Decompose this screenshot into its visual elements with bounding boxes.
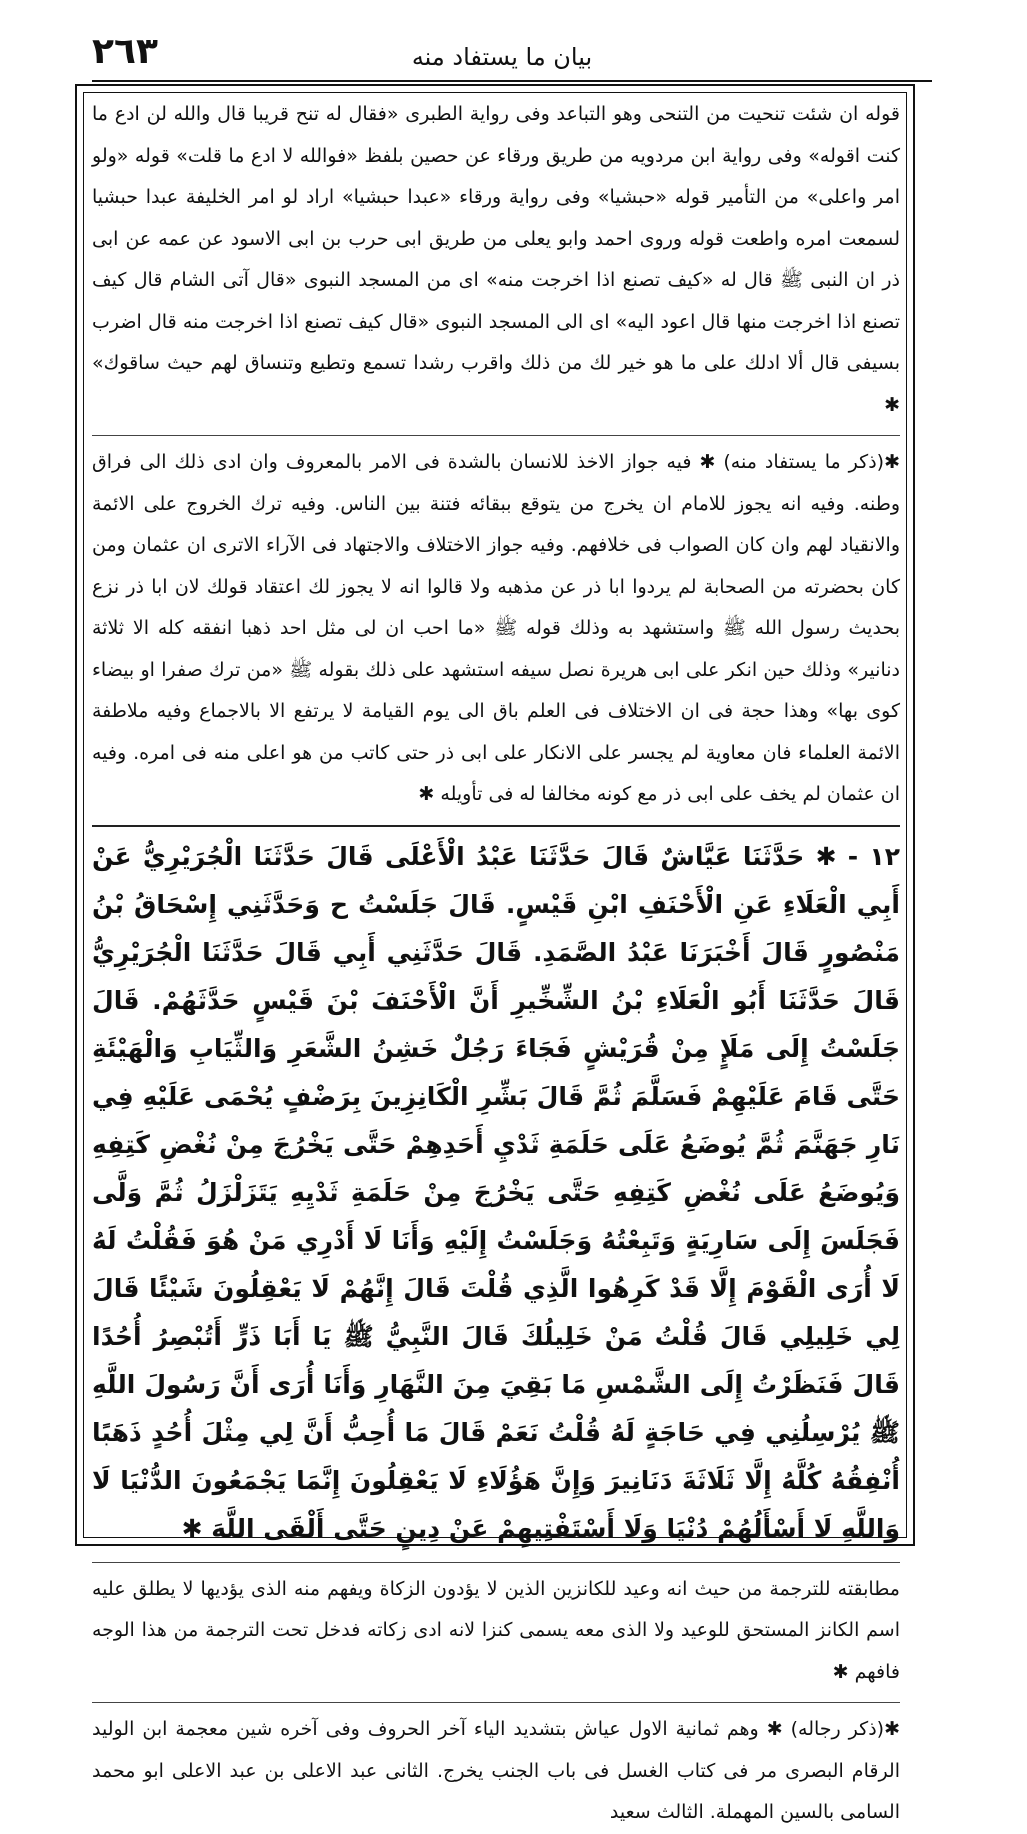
hadith-divider: [92, 825, 900, 827]
narrators-divider: [92, 1702, 900, 1703]
relevance-section: مطابقته للترجمة من حيث انه وعيد للكانزين الذين لا يؤدون الزكاة ويفهم منه الذى يؤديها لا يطلق عليه اسم الكانز المستحق للوعيد ولا الذى معه يسمى كنزا لانه ادى زكاته فدخل تحت الترجمة من هذا الوجه فافهم ✱: [92, 1577, 900, 1683]
page-content: [92, 94, 900, 1834]
upper-commentary: قوله ان شئت تنحيت من التنحى وهو التباعد وفى رواية الطبرى «فقال له تنح قريبا قال والله لن ادع ما كنت اقوله» وفى رواية ابن مردويه من طريق ورقاء عن حصين بلفظ «فوالله لا ادع ما قلت» قوله «ولو امر واعلى» من التأمير قوله «حبشيا» وفى رواية ورقاء «عبدا حبشيا» اراد لو امر الخليفة عبدا حبشيا لسمعت امره واطعت قوله وروى احمد وابو يعلى من طريق ابى حرب بن ابى الاسود عن عمه عن ابى ذر ان النبى ﷺ قال له «كيف تصنع اذا اخرجت منه» اى من المسجد النبوى «قال آتى الشام قال كيف تصنع اذا اخرجت منها قال اعود اليه» اى الى المسجد النبوى «قال كيف تصنع اذا اخرجت منه قال اضرب بسيفى قال ألا ادلك على ما هو خير لك من ذلك واقرب رشدا تسمع وتطيع وتنساق لهم حيث ساقوك» ✱: [92, 103, 900, 416]
page-number: ٢٦٣: [92, 31, 158, 72]
benefits-section: ✱(ذكر ما يستفاد منه) ✱ فيه جواز الاخذ للانسان بالشدة فى الامر بالمعروف وان ادى ذلك الى فراق وطنه. وفيه انه يجوز للامام ان يخرج من يتوقع ببقائه فتنة بين الناس. وفيه ترك الخروج على الائمة والانقياد لهم وان كان الصواب فى خلافهم. وفيه جواز الاختلاف والاجتهاد فى الآراء الاترى ان عثمان ومن كان بحضرته من الصحابة لم يردوا ابا ذر عن مذهبه ولا قالوا انه لا يجوز لك اعتقاد قولك لان ابا ذر نزع بحديث رسول الله ﷺ واستشهد به وذلك قوله ﷺ «ما احب ان لى مثل احد ذهبا انفقه كله الا ثلاثة دنانير» وذلك حين انكر على ابى هريرة نصل سيفه استشهد على ذلك بقوله ﷺ «من ترك صفرا او بيضاء كوى بها» وهذا حجة فى ان الاختلاف فى العلم باق الى يوم القيامة لا يرتفع الا بالاجماع وفيه ملاطفة الائمة العلماء فان معاوية لم يجسر على الانكار على ابى ذر حتى كاتب من هو اعلى منه فى امره. وفيه ان عثمان لم يخف على ابى ذر مع كونه مخالفا له فى تأويله ✱: [92, 451, 900, 805]
header-rule: [92, 80, 932, 82]
section-divider: [92, 435, 900, 436]
narrators-section: ✱(ذكر رجاله) ✱ وهم ثمانية الاول عياش بتشديد الياء آخر الحروف وفى آخره شين معجمة ابن الوليد الرقام البصرى مر فى كتاب الغسل فى باب الجنب يخرج. الثانى عبد الاعلى بن عبد الاعلى ابو محمد السامى بالسين المهملة. الثالث سعيد: [92, 1718, 900, 1823]
hadith-text: ١٢ - ✱ حَدَّثَنَا عَيَّاشٌ قَالَ حَدَّثَنَا عَبْدُ الْأَعْلَى قَالَ حَدَّثَنَا الْجُرَيْرِيُّ عَنْ أَبِي الْعَلَاءِ عَنِ الْأَحْنَفِ ابْنِ قَيْسٍ. قَالَ جَلَسْتُ ح وَحَدَّثَنِي إِسْحَاقُ بْنُ مَنْصُورٍ قَالَ أَخْبَرَنَا عَبْدُ الصَّمَدِ. قَالَ حَدَّثَنِي أَبِي قَالَ حَدَّثَنَا الْجُرَيْرِيُّ قَالَ حَدَّثَنَا أَبُو الْعَلَاءِ بْنُ الشِّخِّيرِ أَنَّ الْأَحْنَفَ بْنَ قَيْسٍ حَدَّثَهُمْ. قَالَ جَلَسْتُ إِلَى مَلَإٍ مِنْ قُرَيْشٍ فَجَاءَ رَجُلٌ خَشِنُ الشَّعَرِ وَالثِّيَابِ وَالْهَيْئَةِ حَتَّى قَامَ عَلَيْهِمْ فَسَلَّمَ ثُمَّ قَالَ بَشِّرِ الْكَانِزِينَ بِرَضْفٍ يُحْمَى عَلَيْهِ فِي نَارِ جَهَنَّمَ ثُمَّ يُوضَعُ عَلَى حَلَمَةِ ثَدْيِ أَحَدِهِمْ حَتَّى يَخْرُجَ مِنْ نُغْضِ كَتِفِهِ وَيُوضَعُ عَلَى نُغْضِ كَتِفِهِ حَتَّى يَخْرُجَ مِنْ حَلَمَةِ ثَدْيِهِ يَتَزَلْزَلُ ثُمَّ وَلَّى فَجَلَسَ إِلَى سَارِيَةٍ وَتَبِعْتُهُ وَجَلَسْتُ إِلَيْهِ وَأَنَا لَا أَدْرِي مَنْ هُوَ فَقُلْتُ لَهُ لَا أُرَى الْقَوْمَ إِلَّا قَدْ كَرِهُوا الَّذِي قُلْتَ قَالَ إِنَّهُمْ لَا يَعْقِلُونَ شَيْئًا قَالَ لِي خَلِيلِي قَالَ قُلْتُ مَنْ خَلِيلُكَ قَالَ النَّبِيُّ ﷺ يَا أَبَا ذَرٍّ أَتُبْصِرُ أُحُدًا قَالَ فَنَظَرْتُ إِلَى الشَّمْسِ مَا بَقِيَ مِنَ النَّهَارِ وَأَنَا أُرَى أَنَّ رَسُولَ اللَّهِ ﷺ يُرْسِلُنِي فِي حَاجَةٍ لَهُ قُلْتُ نَعَمْ قَالَ مَا أُحِبُّ أَنَّ لِي مِثْلَ أُحُدٍ ذَهَبًا أُنْفِقُهُ كُلَّهُ إِلَّا ثَلَاثَةَ دَنَانِيرَ وَإِنَّ هَؤُلَاءِ لَا يَعْقِلُونَ إِنَّمَا يَجْمَعُونَ الدُّنْيَا لَا وَاللَّهِ لَا أَسْأَلُهُمْ دُنْيَا وَلَا أَسْتَفْتِيهِمْ عَنْ دِينٍ حَتَّى أَلْقَى اللَّهَ ✱: [92, 841, 900, 1543]
hadith-end-divider: [92, 1562, 900, 1563]
running-head: بيان ما يستفاد منه: [411, 43, 593, 71]
page-header: [62, 20, 942, 80]
